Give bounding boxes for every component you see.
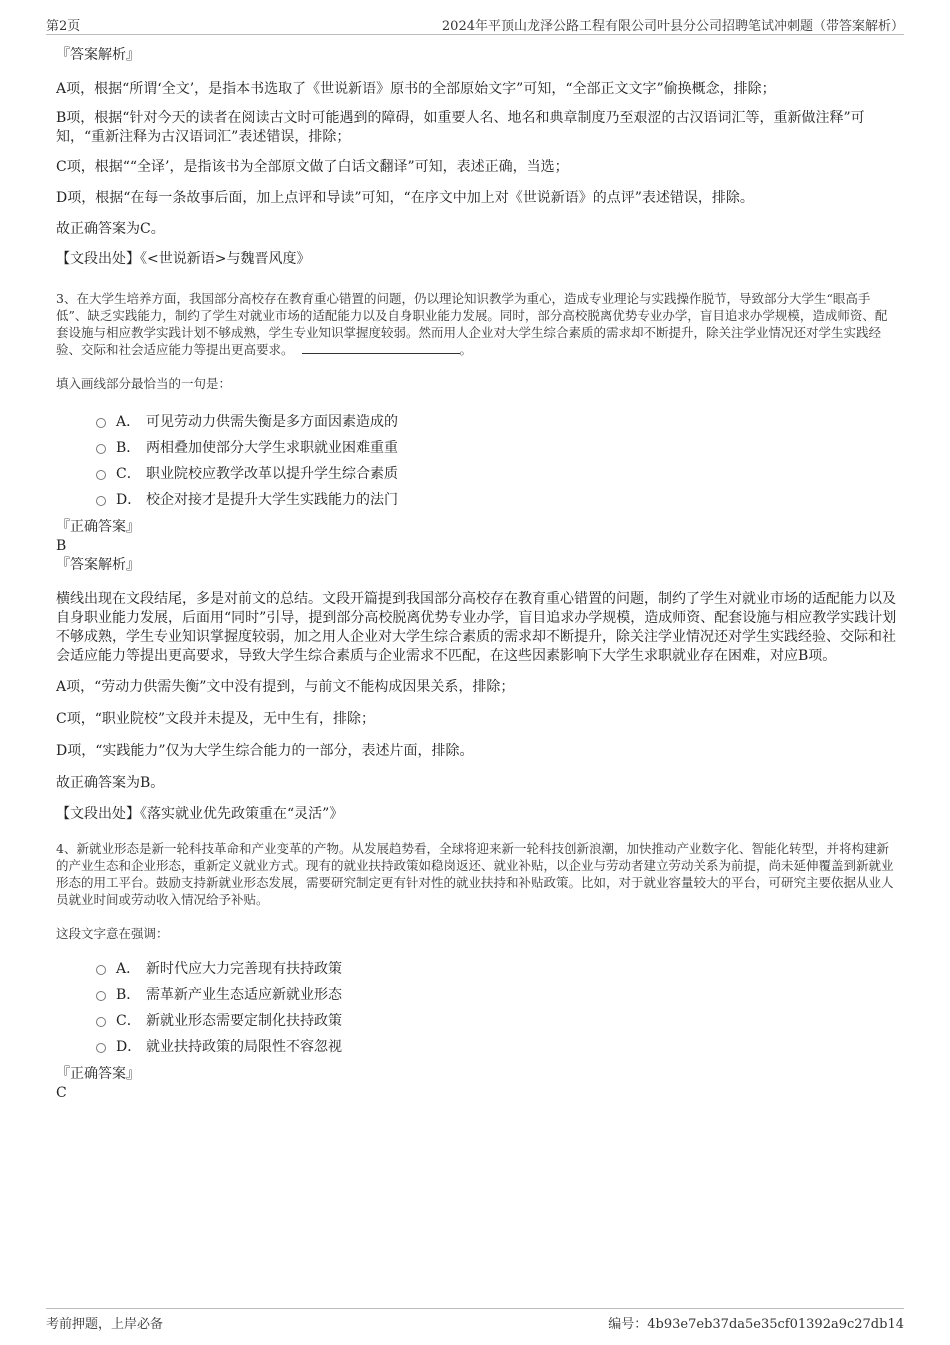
q3-conclusion: 故正确答案为B。 (56, 775, 165, 791)
radio-icon[interactable] (96, 1043, 106, 1053)
q3-source: 【文段出处】《落实就业优先政策重在“灵活”》 (56, 806, 344, 822)
q3-analysis-c: C项，“职业院校”文段并未提及，无中生有，排除； (56, 711, 376, 727)
q3-options (96, 409, 898, 513)
q4-prompt: 这段文字意在强调： (56, 926, 169, 941)
page-content (56, 46, 898, 1103)
q2-analysis-label: 『答案解析』 (56, 47, 140, 63)
q3-prompt: 填入画线部分最恰当的一句是： (56, 376, 232, 391)
q4-options (96, 956, 898, 1060)
q4-option-b[interactable]: B． 需革新产业生态适应新就业形态 (96, 982, 898, 1008)
q3-analysis-a: A项，“劳动力供需失衡”文中没有提到，与前文不能构成因果关系，排除； (56, 679, 515, 695)
q3-analysis: 横线出现在文段结尾，多是对前文的总结。文段开篇提到我国部分高校存在教育重心错置的问题，制约了学生对就业市场的适配能力以及自身职业能力发展，后面用“同时”引导，提到部分高校脱离优势专业办学，盲目追求办学规模，造成师资、配套设施与相应教学实践计划不够成熟，学生专业知识掌握度较弱，加之用人企业对大学生综合素质的需求却不断提升，除关注学业情况还对学生实践经验、交际和社会适应能力等提出更高要求，导致大学生综合素质与企业需求不匹配，在这些因素影响下大学生求职就业存在困难，对应B项。 (56, 591, 897, 664)
footer-slogan: 考前押题，上岸必备 (46, 1317, 164, 1332)
q2-source: 【文段出处】《<世说新语>与魏晋风度》 (56, 251, 311, 267)
q3-analysis-label: 『答案解析』 (56, 557, 140, 573)
radio-icon[interactable] (96, 496, 106, 506)
page-number: 第2页 (46, 19, 81, 34)
q2-analysis-c: C项，根据““全译’，是指该书为全部原文做了白话文翻译”可知，表述正确，当选； (56, 159, 569, 175)
q3-analysis-d: D项，“实践能力”仅为大学生综合能力的一部分，表述片面，排除。 (56, 743, 474, 759)
q4-option-c[interactable]: C． 新就业形态需要定制化扶持政策 (96, 1008, 898, 1034)
q4-option-a[interactable]: A． 新时代应大力完善现有扶持政策 (96, 956, 898, 982)
q3-option-a[interactable]: A． 可见劳动力供需失衡是多方面因素造成的 (96, 409, 898, 435)
q4-answer: C (56, 1085, 67, 1101)
radio-icon[interactable] (96, 991, 106, 1001)
document-title: 2024年平顶山龙泽公路工程有限公司叶县分公司招聘笔试冲刺题（带答案解析） (441, 19, 904, 34)
radio-icon[interactable] (96, 1017, 106, 1027)
radio-icon[interactable] (96, 965, 106, 975)
q2-analysis-d: D项，根据“在每一条故事后面，加上点评和导读”可知，“在序文中加上对《世说新语》的点评”表述错误，排除。 (56, 190, 754, 206)
q4-option-d[interactable]: D． 就业扶持政策的局限性不容忽视 (96, 1034, 898, 1060)
radio-icon[interactable] (96, 470, 106, 480)
radio-icon[interactable] (96, 418, 106, 428)
q3-option-c[interactable]: C． 职业院校应教学改革以提升学生综合素质 (96, 461, 898, 487)
q3-answer: B (56, 538, 67, 554)
page-header (46, 14, 904, 35)
document-id: 编号：4b93e7eb37da5e35cf01392a9c27db14 (608, 1317, 904, 1332)
q2-analysis-a: A项，根据“所谓‘全文’，是指本书选取了《世说新语》原书的全部原始文字”可知，“全部正文文字”偷换概念，排除； (56, 81, 776, 97)
q4-stem: 4、新就业形态是新一轮科技革命和产业变革的产物。从发展趋势看，全球将迎来新一轮科技创新浪潮，加快推动产业数字化、智能化转型，并将构建新的产业生态和企业形态，重新定义就业方式。现有的就业扶持政策如稳岗返还、就业补贴，以企业与劳动者建立劳动关系为前提，尚未延伸覆盖到新就业形态的用工平台。鼓励支持新就业形态发展，需要研究制定更有针对性的就业扶持和补贴政策。比如，对于就业容量较大的平台，可研究主要依据从业人员就业时间或劳动收入情况给予补贴。 (56, 841, 894, 907)
q4-answer-label: 『正确答案』 (56, 1066, 140, 1082)
q3-answer-label: 『正确答案』 (56, 519, 140, 535)
q2-analysis-b: B项，根据“针对今天的读者在阅读古文时可能遇到的障碍，如重要人名、地名和典章制度乃至艰涩的古汉语词汇等，重新做注释”可知，“重新注释为古汉语词汇”表述错误，排除； (56, 110, 865, 145)
answer-blank (302, 353, 460, 354)
page-footer (46, 1308, 904, 1332)
q3-stem: 3、在大学生培养方面，我国部分高校存在教育重心错置的问题，仍以理论知识教学为重心，造成专业理论与实践操作脱节，导致部分大学生“眼高手低”、缺乏实践能力，制约了学生对就业市场的适配能力以及自身职业能力发展。同时，部分高校脱离优势专业办学，盲目追求办学规模，造成师资、配套设施与相应教学实践计划不够成熟，学生专业知识掌握度较弱。然而用人企业对大学生综合素质的需求却不断提升，除关注学业情况还对学生实践经验、交际和社会适应能力等提出更高要求。 。 (56, 291, 888, 357)
q3-option-d[interactable]: D． 校企对接才是提升大学生实践能力的法门 (96, 487, 898, 513)
radio-icon[interactable] (96, 444, 106, 454)
q2-conclusion: 故正确答案为C。 (56, 221, 165, 237)
q3-option-b[interactable]: B． 两相叠加使部分大学生求职就业困难重重 (96, 435, 898, 461)
